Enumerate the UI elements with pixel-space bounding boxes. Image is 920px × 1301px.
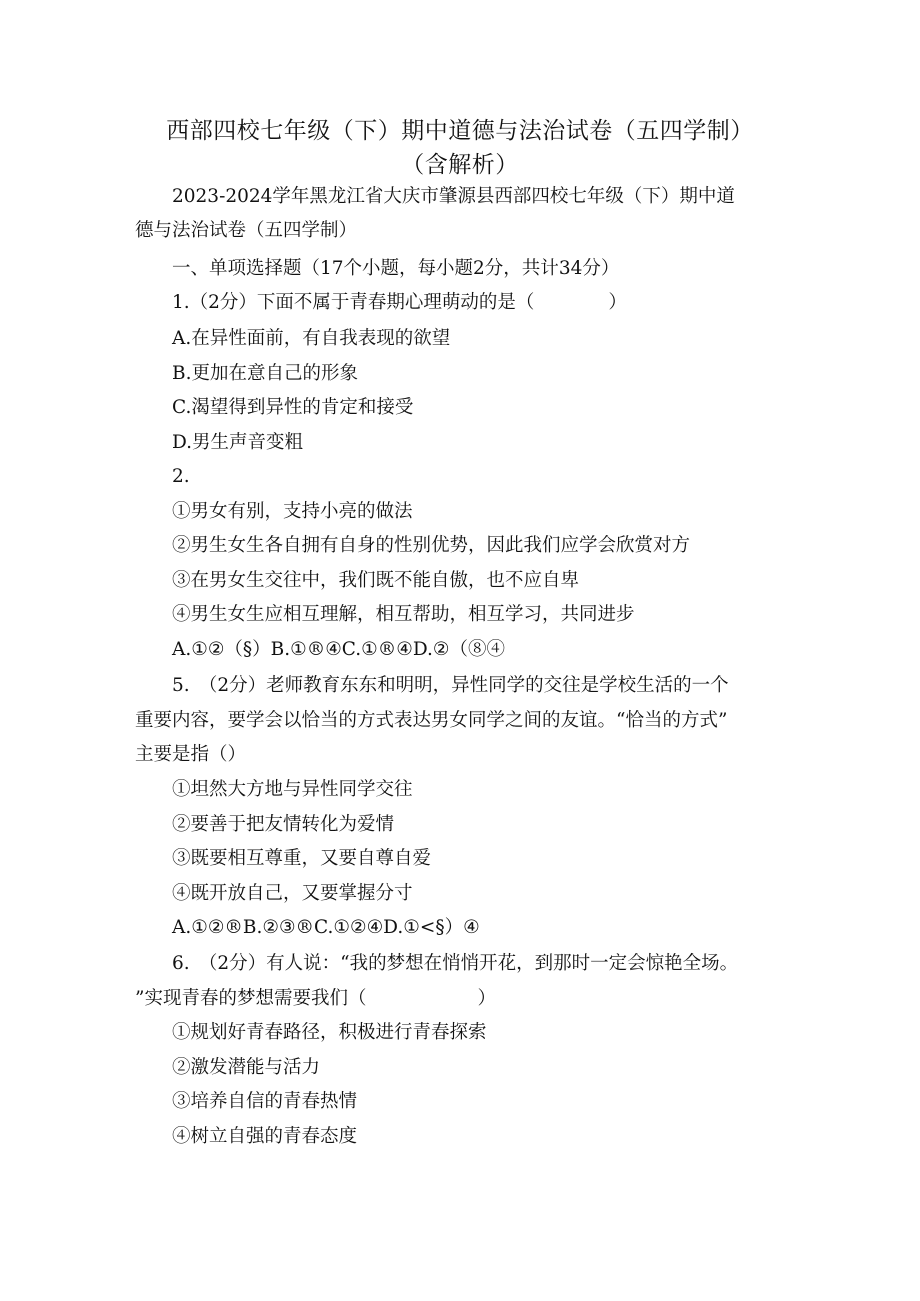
question-1-option-a: A.在异性面前，有自我表现的欲望 xyxy=(172,328,451,349)
document-title-suffix: （含解析） xyxy=(401,152,519,178)
question-2-item-3: ③在男女生交往中，我们既不能自傲，也不应自卑 xyxy=(172,570,580,591)
document-title: 西部四校七年级（下）期中道德与法治试卷（五四学制） xyxy=(166,118,754,144)
subtitle-line-2: 德与法治试卷（五四学制） xyxy=(135,220,358,241)
question-5-item-1: ①坦然大方地与异性同学交往 xyxy=(172,779,413,800)
question-2-item-4: ④男生女生应相互理解，相互帮助，相互学习，共同进步 xyxy=(172,604,635,625)
question-2-item-2: ②男生女生各自拥有自身的性别优势，因此我们应学会欣赏对方 xyxy=(172,535,691,556)
question-2-stem: 2. xyxy=(172,466,190,487)
question-1-option-c: C.渴望得到异性的肯定和接受 xyxy=(172,397,414,418)
question-1-stem: 1.（2分）下面不属于青春期心理萌动的是（ ） xyxy=(172,292,627,313)
question-5-answers: A.①②®B.②③®C.①②④D.①<§）④ xyxy=(172,917,480,938)
question-5-item-4: ④既开放自己，又要掌握分寸 xyxy=(172,883,413,904)
question-6-stem-line-2: ”实现青春的梦想需要我们（ ） xyxy=(135,988,496,1009)
section-heading: 一、单项选择题（17个小题，每小题2分，共计34分） xyxy=(172,258,620,279)
question-6-item-2: ②激发潜能与活力 xyxy=(172,1057,321,1078)
subtitle-line-1: 2023-2024学年黑龙江省大庆市肇源县西部四校七年级（下）期中道 xyxy=(172,186,735,207)
question-6-stem-line-1: 6. （2分）有人说：“我的梦想在悄悄开花，到那时一定会惊艳全场。 xyxy=(172,953,739,974)
question-5-item-2: ②要善于把友情转化为爱情 xyxy=(172,814,395,835)
question-5-item-3: ③既要相互尊重，又要自尊自爱 xyxy=(172,848,432,869)
question-6-item-1: ①规划好青春路径，积极进行青春探索 xyxy=(172,1022,487,1043)
question-5-stem-line-1: 5. （2分）老师教育东东和明明，异性同学的交往是学校生活的一个 xyxy=(172,675,729,696)
question-1-option-d: D.男生声音变粗 xyxy=(172,432,304,453)
question-2-item-1: ①男女有别，支持小亮的做法 xyxy=(172,501,413,522)
question-5-stem-line-3: 主要是指（） xyxy=(135,744,247,765)
question-6-item-3: ③培养自信的青春热情 xyxy=(172,1091,358,1112)
question-5-stem-line-2: 重要内容，要学会以恰当的方式表达男女同学之间的友谊。“恰当的方式” xyxy=(135,710,728,731)
question-6-item-4: ④树立自强的青春态度 xyxy=(172,1126,358,1147)
question-2-answers: A.①②（§）B.①®④C.①®④D.②（⑧④ xyxy=(172,639,505,660)
question-1-option-b: B.更加在意自己的形象 xyxy=(172,363,358,384)
